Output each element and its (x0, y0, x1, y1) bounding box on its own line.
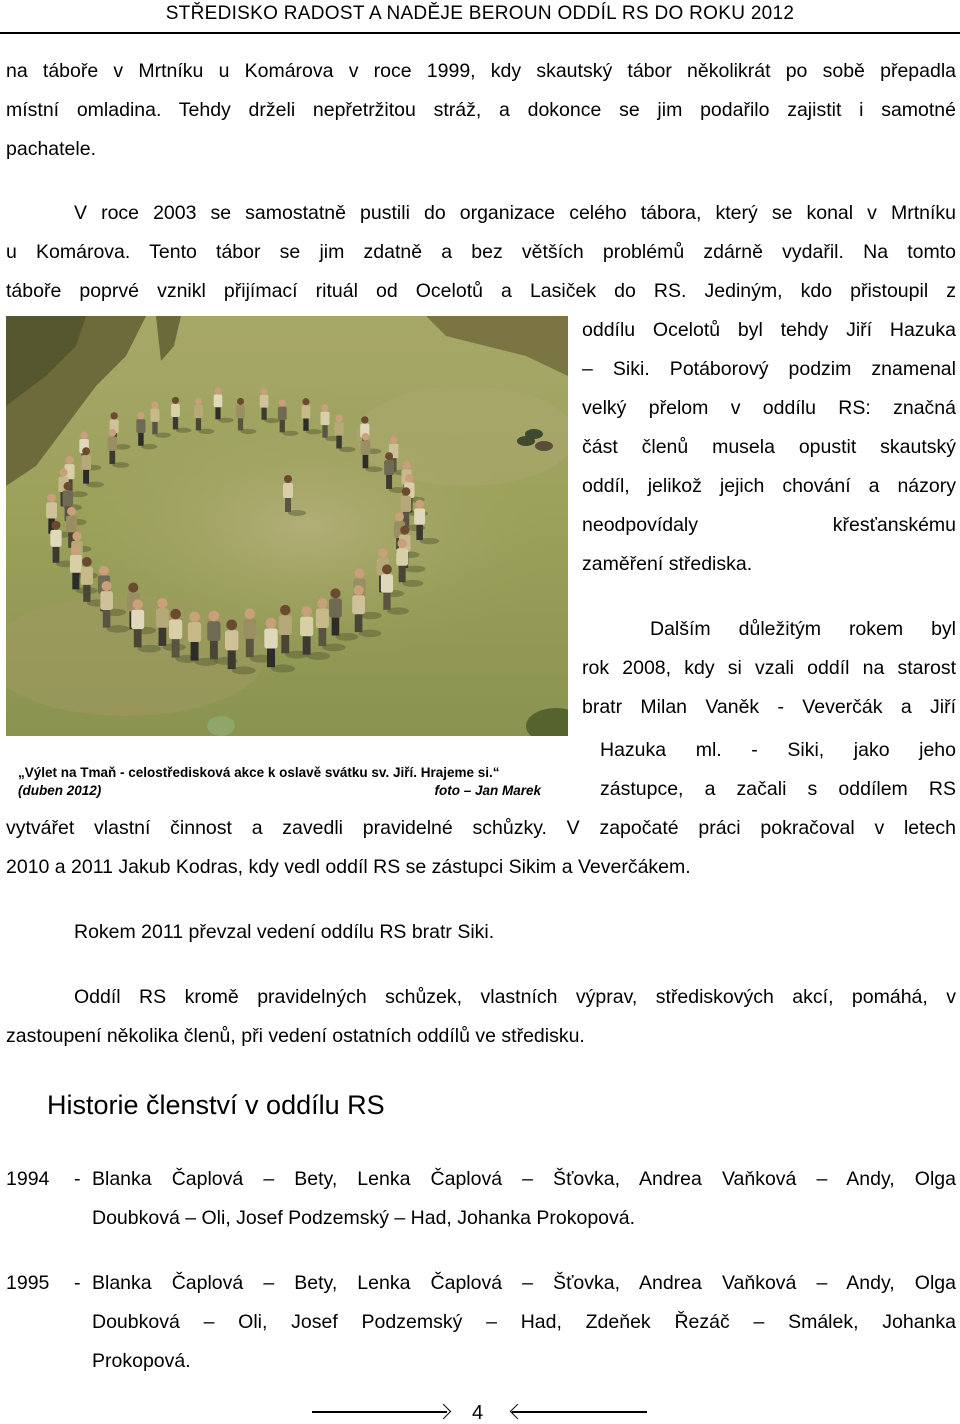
history-line: Doubková – Oli, Josef Podzemský – Had, Zdeňek Řezáč – Smálek, Johanka (92, 1311, 956, 1333)
footer-rule-left (312, 1411, 447, 1413)
history-line: Blanka Čaplová – Bety, Lenka Čaplová – Šťovka, Andrea Vaňková – Andy, Olga (92, 1272, 956, 1294)
body-line: Oddíl RS kromě pravidelných schůzek, vlastních výprav, střediskových akcí, pomáhá, v (74, 986, 956, 1008)
body-line: na táboře v Mrtníku u Komárova v roce 1999, kdy skautský tábor několikrát po sobě přepadla (6, 60, 956, 82)
history-dash: - (74, 1272, 81, 1294)
backpack-object (535, 441, 553, 451)
body-line: velký přelom v oddílu RS: značná (582, 397, 956, 419)
body-line: Rokem 2011 převzal vedení oddílu RS bratr Siki. (74, 921, 495, 943)
body-line: – Siki. Potáborový podzim znamenal (582, 358, 956, 380)
history-line: Blanka Čaplová – Bety, Lenka Čaplová – Šťovka, Andrea Vaňková – Andy, Olga (92, 1168, 956, 1190)
body-line: oddíl, jelikož jejich chování a názory (582, 475, 956, 497)
header-rule (0, 32, 960, 34)
body-line: 2010 a 2011 Jakub Kodras, kdy vedl oddíl RS se zástupci Sikim a Veverčákem. (6, 856, 691, 878)
history-year: 1995 (6, 1272, 50, 1294)
history-line: Prokopová. (92, 1350, 191, 1372)
body-line: zastoupení několika členů, při vedení ostatních oddílů ve středisku. (6, 1025, 585, 1047)
body-line: rok 2008, kdy si vzali oddíl na starost (582, 657, 956, 679)
history-line: Doubková – Oli, Josef Podzemský – Had, Johanka Prokopová. (92, 1207, 636, 1229)
footer-rule-right (512, 1411, 647, 1413)
history-year: 1994 (6, 1168, 50, 1190)
page-number: 4 (472, 1402, 484, 1424)
caption-title: „Výlet na Tmaň - celostředisková akce k oslavě svátku sv. Jiří. Hrajeme si.“ (18, 765, 500, 780)
body-line: neodpovídaly křesťanskému (582, 514, 956, 536)
body-line: bratr Milan Vaněk - Veverčák a Jiří (582, 696, 956, 718)
body-line: Hazuka ml. - Siki, jako jeho (600, 739, 956, 761)
body-line: pachatele. (6, 138, 96, 160)
body-line: vytvářet vlastní činnost a zavedli pravidelné schůzky. V započaté práci pokračoval v letech (6, 817, 956, 839)
body-line: V roce 2003 se samostatně pustili do organizace celého tábora, který se konal v Mrtníku (74, 202, 956, 224)
body-line: Dalším důležitým rokem byl (650, 618, 956, 640)
caption-date: (duben 2012) (18, 783, 102, 798)
body-line: zástupce, a začali s oddílem RS (600, 778, 956, 800)
body-line: část členů musela opustit skautský (582, 436, 956, 458)
section-heading: Historie členství v oddílu RS (47, 1090, 385, 1120)
body-line: zaměření střediska. (582, 553, 753, 575)
caption-photographer: foto – Jan Marek (434, 783, 541, 798)
history-dash: - (74, 1168, 81, 1190)
body-line: táboře poprvé vznikl přijímací rituál od Ocelotů a Lasiček do RS. Jediným, kdo přistoupil z (6, 280, 956, 302)
body-line: místní omladina. Tehdy drželi nepřetržitou stráž, a dokonce se jim podařilo zajistit i samotné (6, 99, 956, 121)
body-line: u Komárova. Tento tábor se jim zdatně a bez větších problémů zdárně vydařil. Na tomto (6, 241, 956, 263)
footer-ornament-left (436, 1404, 452, 1420)
meadow-image (6, 316, 568, 736)
running-header: STŘEDISKO RADOST A NADĚJE BEROUN ODDÍL RS DO ROKU 2012 (165, 3, 795, 24)
backpack-object (525, 429, 543, 439)
scout-circle-photo (6, 316, 568, 736)
photo-caption (18, 764, 568, 800)
body-line: oddílu Ocelotů byl tehdy Jiří Hazuka (582, 319, 956, 341)
